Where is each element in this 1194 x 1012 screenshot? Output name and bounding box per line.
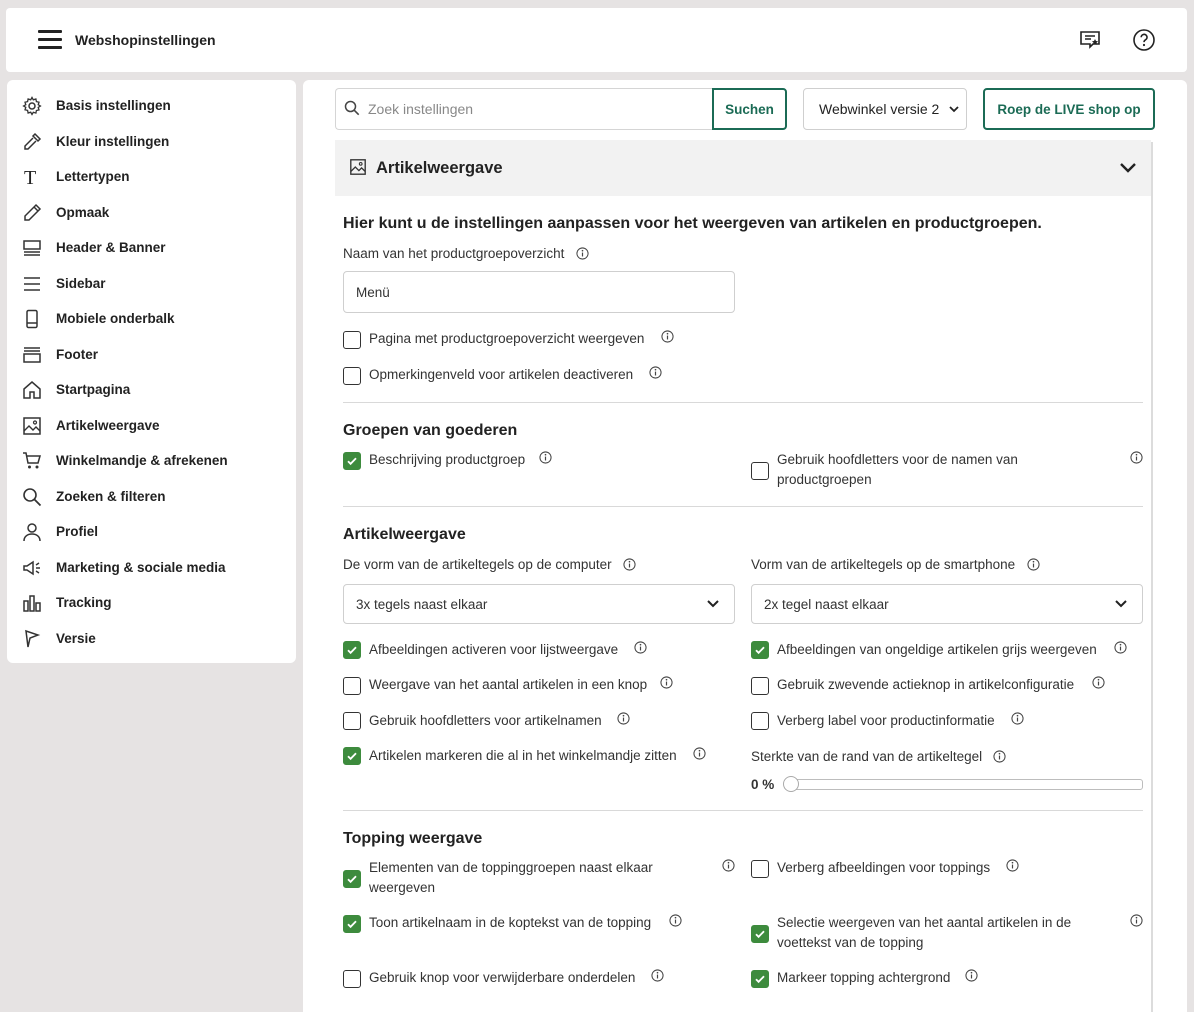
sidebar-item-label: Winkelmandje & afrekenen xyxy=(56,453,228,469)
articles-title: Artikelweergave xyxy=(343,526,466,543)
checkbox-hide-topping-images[interactable] xyxy=(751,860,769,878)
border-strength-value: 0 % xyxy=(751,777,775,792)
border-strength-slider-handle[interactable] xyxy=(783,776,799,792)
checkbox-topping-article-name[interactable] xyxy=(343,915,361,933)
chevron-down-icon xyxy=(1114,598,1128,610)
search-icon xyxy=(22,487,42,507)
sidebar-item-zoeken-filteren[interactable] xyxy=(7,479,296,515)
info-icon[interactable] xyxy=(576,247,589,260)
chevron-down-icon xyxy=(948,103,960,115)
divider xyxy=(343,402,1143,403)
sidebar-item-winkelmandje[interactable] xyxy=(7,443,296,479)
sidebar-item-versie[interactable] xyxy=(7,621,296,657)
svg-text:T: T xyxy=(24,167,37,187)
sidebar-item-label: Marketing & sociale media xyxy=(56,559,226,575)
checkbox-group-description[interactable] xyxy=(343,452,361,470)
checkbox-topping-article-name-label: Toon artikelnaam in de koptekst van de topping xyxy=(369,915,652,930)
section-intro: Hier kunt u de instellingen aanpassen voor het weergeven van artikelen en productgroepen. xyxy=(343,215,1042,232)
sidebar-item-label: Zoeken & filteren xyxy=(56,488,166,504)
checkbox-removable-button-label: Gebruik knop voor verwijderbare onderdelen xyxy=(369,970,636,985)
bar-chart-icon xyxy=(22,593,42,613)
scroll-track[interactable] xyxy=(1151,142,1153,1012)
label-line: Elementen van de toppinggroepen naast elkaar xyxy=(369,860,653,875)
checkbox-mark-topping-background-label: Markeer topping achtergrond xyxy=(777,970,951,985)
user-icon xyxy=(22,522,42,542)
border-strength-label: Sterkte van de rand van de artikeltegel xyxy=(751,749,983,764)
checkbox-removable-button[interactable] xyxy=(343,970,361,988)
checkbox-remarks-label: Opmerkingenveld voor artikelen deactiveren xyxy=(369,367,634,382)
sidebar-item-header-banner[interactable] xyxy=(7,230,296,266)
desktop-shape-label: De vorm van de artikeltegels op de computer xyxy=(343,557,612,572)
checkbox-uppercase-names[interactable] xyxy=(343,712,361,730)
open-live-shop-button[interactable]: Roep de LIVE shop op xyxy=(983,88,1155,130)
checkbox-count-button-label: Weergave van het aantal artikelen in een knop xyxy=(369,677,648,692)
checkbox-toppings-side-by-side-label xyxy=(369,858,653,898)
sidebar-item-label: Sidebar xyxy=(56,275,106,291)
check-icon xyxy=(754,644,766,656)
check-icon xyxy=(754,928,766,940)
checkbox-mark-topping-background[interactable] xyxy=(751,970,769,988)
label-line: Gebruik hoofdletters voor de namen van xyxy=(777,452,1018,467)
mobile-shape-select[interactable] xyxy=(751,584,1143,624)
checkbox-mark-in-cart[interactable] xyxy=(343,747,361,765)
info-icon[interactable] xyxy=(669,914,682,927)
section-title: Artikelweergave xyxy=(376,159,503,177)
info-icon[interactable] xyxy=(649,366,662,379)
divider xyxy=(343,810,1143,811)
sidebar-item-artikelweergave[interactable] xyxy=(7,408,296,444)
label-line: Selectie weergeven van het aantal artikelen in de xyxy=(777,915,1072,930)
sidebar-item-profiel[interactable] xyxy=(7,514,296,550)
checkbox-toppings-side-by-side[interactable] xyxy=(343,870,361,888)
info-icon[interactable] xyxy=(1130,451,1143,464)
border-strength-slider[interactable] xyxy=(784,779,1143,790)
check-icon xyxy=(346,750,358,762)
sidebar-icon xyxy=(22,274,42,294)
sidebar-item-opmaak[interactable] xyxy=(7,195,296,231)
menu-icon[interactable] xyxy=(38,30,62,50)
help-icon[interactable] xyxy=(1132,28,1156,52)
sidebar xyxy=(7,80,296,663)
header-icon xyxy=(22,238,42,258)
info-icon[interactable] xyxy=(634,641,647,654)
chevron-down-icon[interactable] xyxy=(1119,160,1137,176)
checkbox-floating-button-label: Gebruik zwevende actieknop in artikelconfiguratie xyxy=(777,677,1075,692)
divider xyxy=(343,506,1143,507)
label-line: weergeven xyxy=(369,880,436,895)
sidebar-item-label: Profiel xyxy=(56,524,99,540)
toppings-title: Topping weergave xyxy=(343,830,483,847)
sidebar-item-kleur-instellingen[interactable] xyxy=(7,124,296,160)
check-icon xyxy=(346,918,358,930)
info-icon[interactable] xyxy=(1006,859,1019,872)
image-icon xyxy=(22,416,42,436)
sidebar-item-startpagina[interactable] xyxy=(7,372,296,408)
sidebar-item-label: Basis instellingen xyxy=(56,98,171,114)
label-line: productgroepen xyxy=(777,472,872,487)
checkbox-selection-count-label xyxy=(777,913,1071,953)
info-icon[interactable] xyxy=(651,969,664,982)
sidebar-item-label: Startpagina xyxy=(56,382,131,398)
sidebar-item-label: Mobiele onderbalk xyxy=(56,311,175,327)
sidebar-item-footer[interactable] xyxy=(7,337,296,373)
sidebar-item-label: Kleur instellingen xyxy=(56,133,170,149)
version-select-value: Webwinkel versie 2 xyxy=(819,101,940,117)
info-icon[interactable] xyxy=(617,712,630,725)
sidebar-item-label: Artikelweergave xyxy=(56,417,160,433)
groups-title: Groepen van goederen xyxy=(343,422,518,439)
sidebar-item-label: Tracking xyxy=(56,595,112,611)
sidebar-item-basis-instellingen[interactable] xyxy=(7,88,296,124)
check-icon xyxy=(346,644,358,656)
search-button[interactable]: Suchen xyxy=(712,88,787,130)
version-select[interactable] xyxy=(803,88,967,130)
sidebar-item-label: Opmaak xyxy=(56,204,110,220)
checkbox-images-list-label: Afbeeldingen activeren voor lijstweergave xyxy=(369,642,619,657)
info-icon[interactable] xyxy=(1114,641,1127,654)
checkbox-hide-info-label-label: Verberg label voor productinformatie xyxy=(777,713,995,728)
sidebar-item-lettertypen[interactable] xyxy=(7,159,296,195)
checkbox-group-uppercase-label xyxy=(777,450,1018,490)
sidebar-item-label: Lettertypen xyxy=(56,169,130,185)
checkbox-uppercase-names-label: Gebruik hoofdletters voor artikelnamen xyxy=(369,713,602,728)
sidebar-item-label: Footer xyxy=(56,346,98,362)
info-icon[interactable] xyxy=(661,330,674,343)
label-line: voettekst van de topping xyxy=(777,935,924,950)
search-input[interactable] xyxy=(368,97,698,121)
checkbox-floating-button[interactable] xyxy=(751,677,769,695)
mobile-shape-value: 2x tegel naast elkaar xyxy=(764,596,889,612)
pencil-icon xyxy=(22,203,42,223)
main-panel xyxy=(303,80,1187,1012)
font-icon xyxy=(22,167,42,187)
mobile-shape-label: Vorm van de artikeltegels op de smartphone xyxy=(751,557,1016,572)
chevron-down-icon xyxy=(706,598,720,610)
checkbox-overview-page-label: Pagina met productgroepoverzicht weergeven xyxy=(369,331,645,346)
checkbox-remarks[interactable] xyxy=(343,367,361,385)
check-icon xyxy=(346,873,358,885)
overview-name-input[interactable] xyxy=(343,271,735,313)
info-icon[interactable] xyxy=(1027,558,1040,571)
info-icon[interactable] xyxy=(1092,676,1105,689)
sidebar-item-marketing[interactable] xyxy=(7,550,296,586)
info-icon[interactable] xyxy=(539,451,552,464)
checkbox-hide-topping-images-label: Verberg afbeeldingen voor toppings xyxy=(777,860,991,875)
checkbox-group-description-label: Beschrijving productgroep xyxy=(369,452,526,467)
page-title: Webshopinstellingen xyxy=(75,32,216,48)
sidebar-item-mobiele-onderbalk[interactable] xyxy=(7,301,296,337)
overview-name-value: Menü xyxy=(356,284,390,300)
info-icon[interactable] xyxy=(1130,914,1143,927)
check-icon xyxy=(346,455,358,467)
desktop-shape-select[interactable] xyxy=(343,584,735,624)
flag-icon xyxy=(22,629,42,649)
overview-name-label-text: Naam van het productgroepoverzicht xyxy=(343,246,565,261)
home-icon xyxy=(22,380,42,400)
checkbox-grey-invalid[interactable] xyxy=(751,641,769,659)
feedback-icon[interactable] xyxy=(1078,28,1102,52)
checkbox-hide-info-label[interactable] xyxy=(751,712,769,730)
checkbox-overview-page[interactable] xyxy=(343,331,361,349)
info-icon[interactable] xyxy=(965,969,978,982)
info-icon[interactable] xyxy=(693,747,706,760)
checkbox-images-list[interactable] xyxy=(343,641,361,659)
checkbox-grey-invalid-label: Afbeeldingen van ongeldige artikelen grijs weergeven xyxy=(777,642,1097,657)
info-icon[interactable] xyxy=(660,676,673,689)
sidebar-item-sidebar[interactable] xyxy=(7,266,296,302)
info-icon[interactable] xyxy=(722,859,735,872)
image-icon xyxy=(349,158,367,176)
gear-icon xyxy=(22,96,42,116)
checkbox-selection-count[interactable] xyxy=(751,925,769,943)
checkbox-count-button[interactable] xyxy=(343,677,361,695)
checkbox-group-uppercase[interactable] xyxy=(751,462,769,480)
sidebar-item-tracking[interactable] xyxy=(7,585,296,621)
info-icon[interactable] xyxy=(1011,712,1024,725)
info-icon[interactable] xyxy=(993,750,1006,763)
top-bar xyxy=(6,8,1187,72)
footer-icon xyxy=(22,345,42,365)
section-header-artikelweergave[interactable] xyxy=(335,140,1151,196)
check-icon xyxy=(754,973,766,985)
sidebar-item-label: Versie xyxy=(56,630,96,646)
sidebar-item-label: Header & Banner xyxy=(56,240,166,256)
checkbox-mark-in-cart-label: Artikelen markeren die al in het winkelmandje zitten xyxy=(369,748,677,763)
color-picker-icon xyxy=(22,132,42,152)
overview-name-label xyxy=(343,246,564,261)
search-box xyxy=(335,88,713,130)
info-icon[interactable] xyxy=(623,558,636,571)
search-icon xyxy=(344,100,360,116)
cart-icon xyxy=(22,451,42,471)
megaphone-icon xyxy=(22,558,42,578)
desktop-shape-value: 3x tegels naast elkaar xyxy=(356,596,488,612)
mobile-icon xyxy=(22,309,42,329)
